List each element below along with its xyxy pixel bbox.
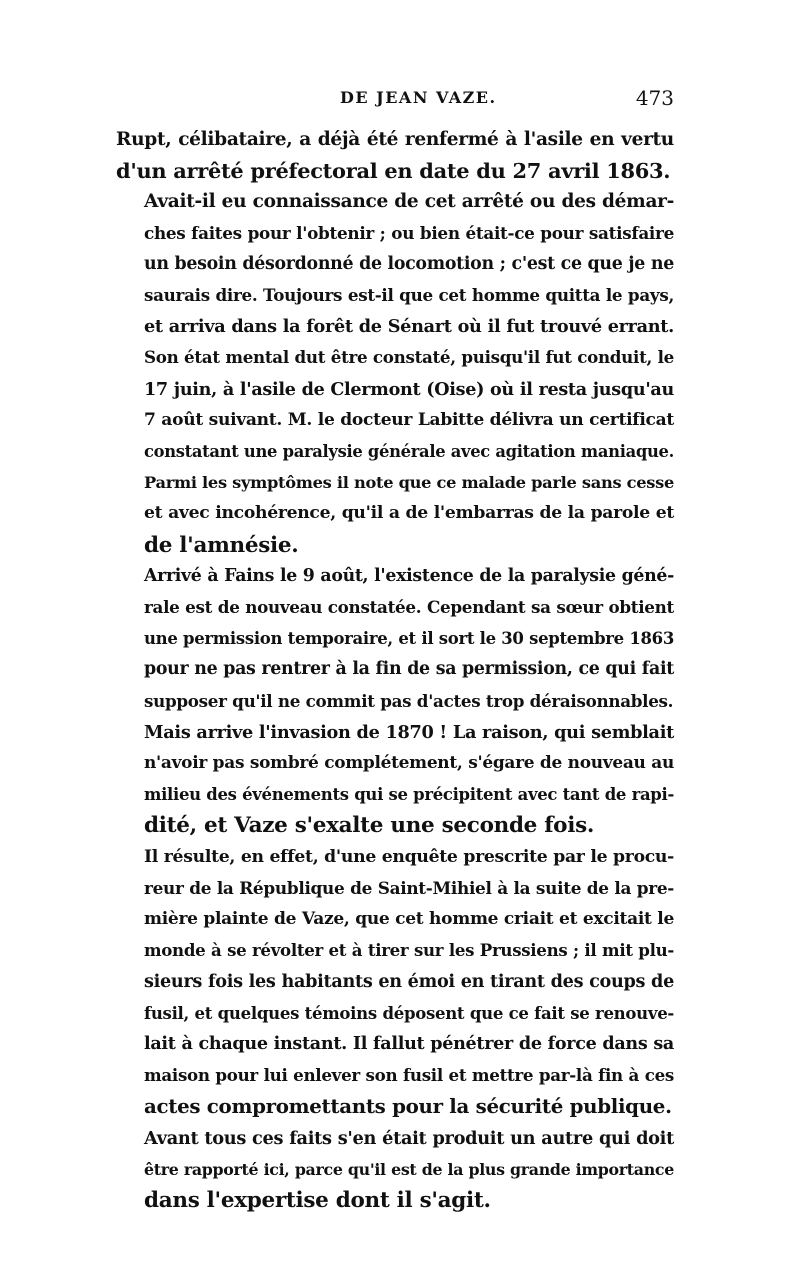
text-line: Rupt, célibataire, a déjà été renfermé à l'asile en vertu [116, 129, 674, 150]
text-line: Son état mental dut être constaté, puisqu'il fut conduit, le [144, 347, 674, 368]
text-line: Avait-il eu connaissance de cet arrêté ou des démar- [144, 191, 674, 213]
text-line: et avec incohérence, qu'il a de l'embarras de la parole et [144, 503, 674, 524]
paragraph [116, 1123, 674, 1217]
text-line: Avant tous ces faits s'en était produit un autre qui doit [144, 1127, 674, 1149]
text-line: actes compromettants pour la sécurité publique. [144, 1094, 672, 1119]
text-line: d'un arrêté préfectoral en date du 27 avril 1863. [116, 158, 671, 184]
text-line: pour ne pas rentrer à la fin de sa permission, ce qui fait [144, 659, 674, 680]
text-line: et arriva dans la forêt de Sénart où il fut trouvé errant. [144, 316, 674, 338]
page-header [116, 88, 674, 118]
text-line: ches faites pour l'obtenir ; ou bien était-ce pour satisfaire [144, 222, 674, 243]
paragraph [116, 561, 674, 717]
text-line: n'avoir pas sombré complétement, s'égare de nouveau au [144, 753, 674, 774]
paragraph [116, 124, 674, 186]
text-line: de l'amnésie. [144, 532, 299, 558]
text-line: Arrivé à Fains le 9 août, l'existence de la paralysie géné- [144, 565, 674, 586]
text-line: supposer qu'il ne commit pas d'actes trop déraisonnables. [144, 690, 674, 711]
text-line: fusil, et quelques témoins déposent que ce fait se renouve- [144, 1002, 674, 1023]
text-line: rale est de nouveau constatée. Cependant sa sœur obtient [144, 597, 674, 618]
paragraph [116, 186, 674, 560]
text-line: Il résulte, en effet, d'une enquête prescrite par le procu- [144, 846, 674, 867]
page-body [116, 124, 674, 1216]
text-line: saurais dire. Toujours est-il que cet homme quitta le pays, [144, 285, 674, 306]
paragraph [116, 842, 674, 1123]
text-line: constatant une paralysie générale avec agitation maniaque. [144, 442, 674, 462]
text-line: Mais arrive l'invasion de 1870 ! La raison, qui semblait [144, 721, 674, 743]
text-line: lait à chaque instant. Il fallut pénétrer de force dans sa [144, 1033, 674, 1054]
text-line: dans l'expertise dont il s'agit. [144, 1187, 491, 1213]
text-line: être rapporté ici, parce qu'il est de la plus grande importance [144, 1159, 674, 1179]
text-line: reur de la République de Saint-Mihiel à la suite de la pre- [144, 877, 674, 898]
text-line: une permission temporaire, et il sort le 30 septembre 1863 [144, 629, 674, 649]
text-line: maison pour lui enlever son fusil et mettre par-là fin à ces [144, 1065, 674, 1086]
text-line: mière plainte de Vaze, que cet homme criait et excitait le [144, 909, 674, 930]
text-line: 17 juin, à l'asile de Clermont (Oise) où il resta jusqu'au [144, 378, 674, 400]
text-line: Parmi les symptômes il note que ce malade parle sans cesse [144, 473, 674, 493]
text-line: sieurs fois les habitants en émoi en tirant des coups de [144, 971, 674, 993]
running-head: DE JEAN VAZE. [340, 88, 497, 107]
text-line: 7 août suivant. M. le docteur Labitte délivra un certificat [144, 409, 674, 430]
paragraph [116, 717, 674, 842]
text-line: milieu des événements qui se précipitent avec tant de rapi- [144, 785, 674, 805]
page-number: 473 [635, 86, 674, 110]
book-page [116, 88, 674, 1216]
text-line: un besoin désordonné de locomotion ; c'est ce que je ne [144, 253, 674, 274]
text-line: monde à se révolter et à tirer sur les Prussiens ; il mit plu- [144, 940, 674, 961]
text-line: dité, et Vaze s'exalte une seconde fois. [144, 813, 595, 839]
